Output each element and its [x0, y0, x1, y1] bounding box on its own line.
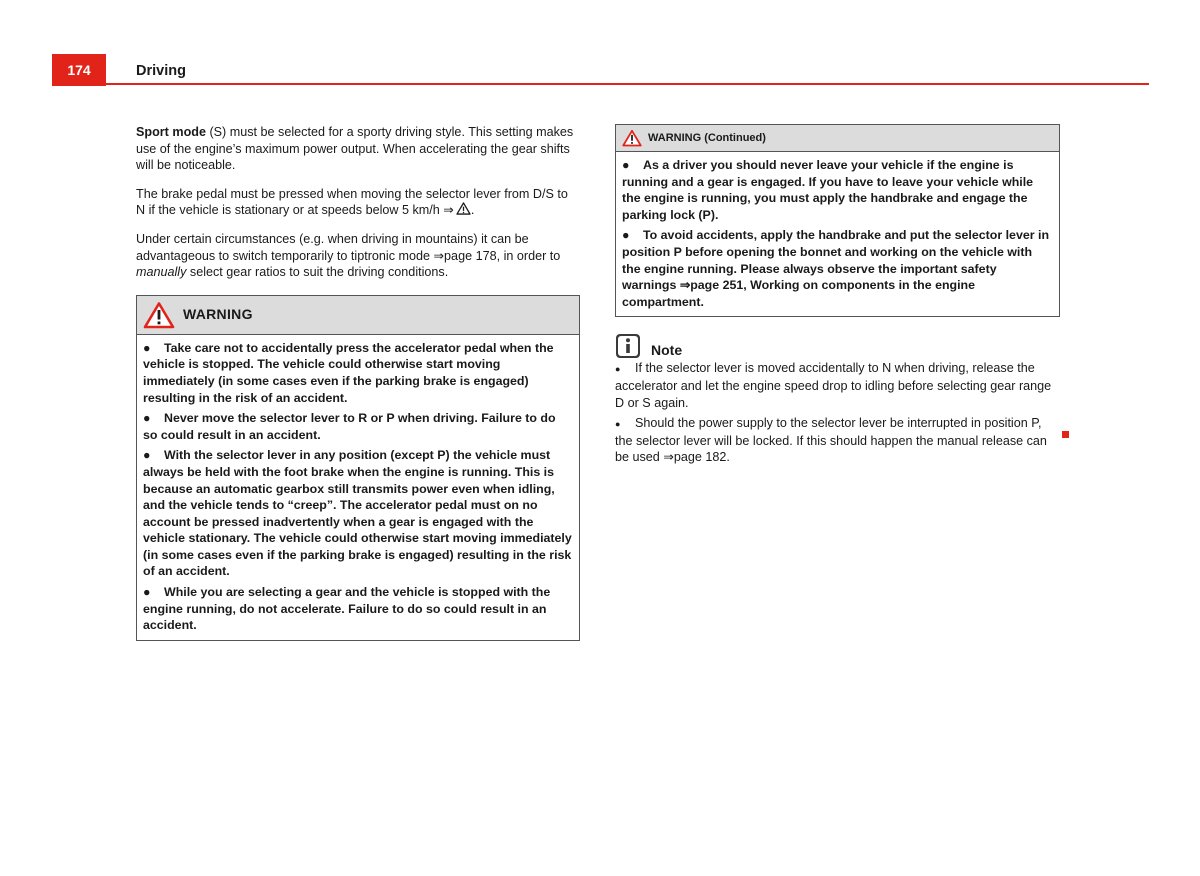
- warning-continued-box: [615, 124, 1060, 317]
- sport-mode-paragraph: [136, 124, 580, 174]
- warning-item: [622, 157, 1052, 223]
- bullet: ●: [622, 158, 630, 172]
- bullet: ●: [143, 411, 151, 426]
- warning-item-text: While you are selecting a gear and the vehicle is stopped with the engine running, do not accelerate. Failure to do so could result in an accident.: [143, 585, 551, 633]
- warning-ref-icon: [456, 202, 471, 215]
- tiptronic-italic: manually: [136, 265, 187, 280]
- warning-item: [143, 340, 572, 406]
- note-title: Note: [651, 342, 683, 359]
- right-column: [615, 124, 1060, 470]
- info-icon: [615, 333, 641, 359]
- note-item-text: If the selector lever is moved accidentally to N when driving, release the accelerator and let the engine speed drop to idling before selecting gear range D or S again.: [615, 361, 1052, 410]
- warning-continued-body: [616, 152, 1059, 316]
- page-number-box: [52, 54, 106, 86]
- tiptronic-text-b: select gear ratios to suit the driving conditions.: [186, 265, 449, 280]
- brake-pedal-end: .: [470, 203, 475, 218]
- section-end-icon: [1062, 431, 1069, 438]
- section-title: Driving: [136, 63, 186, 79]
- brake-pedal-paragraph: [136, 186, 580, 219]
- warning-item: [143, 584, 572, 634]
- brake-pedal-text: The brake pedal must be pressed when moving the selector lever from D/S to N if the vehicle is stationary or at speeds below 5 km/h ⇒: [136, 186, 568, 218]
- header-rule: [52, 83, 1149, 85]
- warning-item-text: Never move the selector lever to R or P when driving. Failure to do so could result in an accident.: [143, 411, 556, 442]
- bullet: ●: [143, 448, 151, 463]
- bullet: ●: [143, 340, 151, 355]
- warning-item-text: Take care not to accidentally press the accelerator pedal when the vehicle is stopped. The vehicle could otherwise start moving immediately (in some cases even if the parking brake is engaged) resulting in the risk of an accident.: [143, 340, 554, 405]
- bullet: ●: [615, 419, 621, 430]
- warning-continued-header: [616, 125, 1059, 152]
- note-header: [615, 332, 1060, 360]
- left-column: [136, 124, 580, 641]
- page-header: [52, 54, 1149, 86]
- warning-item: [143, 447, 572, 580]
- warning-item-text: To avoid accidents, apply the handbrake and put the selector lever in position P before opening the bonnet and working on the vehicle with the engine running. Please always observe the important safety warnings ⇒page 251, Working on components in the engine compartment.: [622, 228, 1050, 309]
- note-item: [615, 360, 1060, 411]
- warning-title: WARNING: [183, 306, 253, 323]
- note-body: [615, 360, 1060, 466]
- warning-item-text: As a driver you should never leave your vehicle if the engine is running and a gear is engaged. If you have to leave your vehicle while the engine is running, you must apply the handbrake and engage the parking lock (P).: [622, 158, 1034, 222]
- bullet: ●: [615, 364, 621, 375]
- warning-body: [137, 335, 579, 640]
- bullet: ●: [622, 228, 630, 243]
- warning-triangle-icon: [143, 301, 175, 329]
- warning-continued-title: WARNING (Continued): [648, 131, 766, 144]
- warning-box: [136, 295, 580, 641]
- warning-item: [143, 410, 572, 443]
- page-number: 174: [67, 62, 91, 78]
- tiptronic-text-a: Under certain circumstances (e.g. when driving in mountains) it can be advantageous to switch temporarily to tiptronic mode ⇒page 178, in order to: [136, 231, 561, 263]
- warning-item: [622, 227, 1052, 310]
- note-item: [615, 415, 1060, 466]
- warning-header: [137, 296, 579, 335]
- sport-mode-text: (S) must be selected for a sporty driving style. This setting makes use of the engine’s maximum power output. When accelerating the gear shifts will be noticeable.: [136, 125, 574, 173]
- bullet: ●: [143, 585, 151, 600]
- tiptronic-paragraph: [136, 231, 580, 281]
- warning-item-text: With the selector lever in any position (except P) the vehicle must always be held with the foot brake when the engine is running. This is because an automatic gearbox still transmits power even when idling, and the vehicle tends to “creep”. The accelerator pedal must on no account be pressed inadvertently when a gear is engaged with the vehicle stationary. The vehicle could otherwise start moving immediately (in some cases even if the parking brake is engaged) resulting in the risk of an accident.: [143, 448, 572, 579]
- sport-mode-term: Sport mode: [136, 125, 206, 139]
- note-item-text: Should the power supply to the selector lever be interrupted in position P, the selector lever will be locked. If this should happen the manual release can be used ⇒page 182.: [615, 416, 1047, 465]
- warning-triangle-icon: [622, 129, 642, 147]
